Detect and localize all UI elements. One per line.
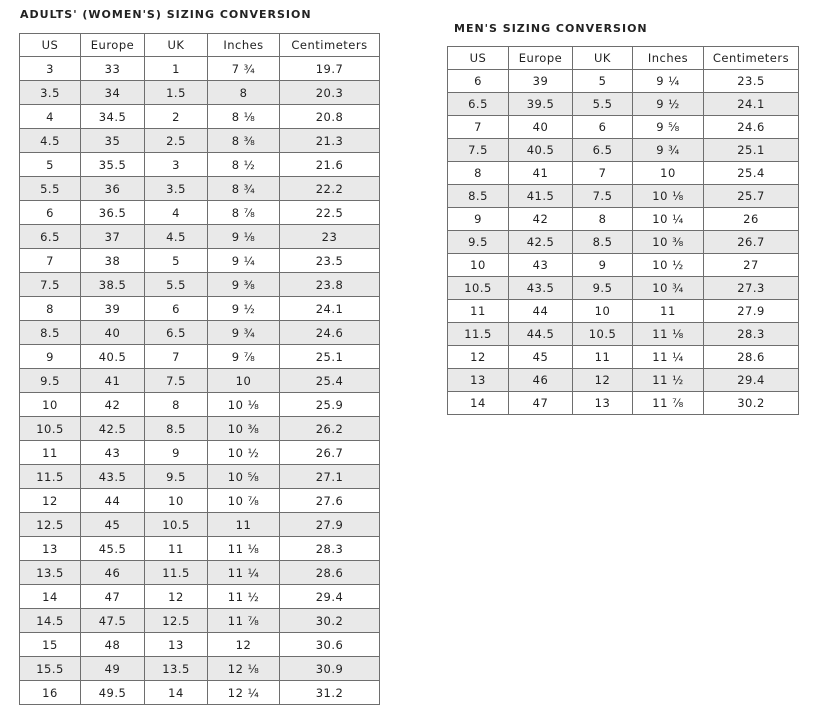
- cell-europe: 44: [509, 300, 573, 323]
- cell-europe: 42: [81, 393, 145, 417]
- cell-us: 8.5: [448, 185, 509, 208]
- cell-uk: 8.5: [145, 417, 208, 441]
- cell-centimeters: 26.2: [280, 417, 380, 441]
- cell-uk: 6.5: [145, 321, 208, 345]
- cell-europe: 37: [81, 225, 145, 249]
- cell-centimeters: 23.5: [280, 249, 380, 273]
- cell-centimeters: 24.6: [704, 116, 799, 139]
- table-row: [20, 417, 380, 441]
- cell-uk: 7: [573, 162, 633, 185]
- cell-us: 10.5: [448, 277, 509, 300]
- cell-uk: 8: [573, 208, 633, 231]
- cell-centimeters: 30.9: [280, 657, 380, 681]
- cell-centimeters: 29.4: [704, 369, 799, 392]
- cell-uk: 8.5: [573, 231, 633, 254]
- column-header-us: US: [448, 47, 509, 70]
- cell-europe: 35.5: [81, 153, 145, 177]
- cell-us: 12: [20, 489, 81, 513]
- cell-centimeters: 21.3: [280, 129, 380, 153]
- table-row: [448, 116, 799, 139]
- table-row: [20, 369, 380, 393]
- cell-europe: 47: [509, 392, 573, 415]
- cell-uk: 9: [573, 254, 633, 277]
- cell-inches: 10 ⅝: [208, 465, 280, 489]
- cell-centimeters: 30.6: [280, 633, 380, 657]
- table-row: [20, 585, 380, 609]
- cell-europe: 34.5: [81, 105, 145, 129]
- cell-us: 6.5: [448, 93, 509, 116]
- cell-inches: 8 ⅜: [208, 129, 280, 153]
- table-row: [448, 277, 799, 300]
- cell-centimeters: 27.1: [280, 465, 380, 489]
- table-row: [448, 231, 799, 254]
- cell-us: 9: [20, 345, 81, 369]
- cell-us: 5: [20, 153, 81, 177]
- cell-uk: 10: [573, 300, 633, 323]
- cell-uk: 10.5: [145, 513, 208, 537]
- table-row: [448, 93, 799, 116]
- mens-sizing-title: MEN'S SIZING CONVERSION: [454, 22, 648, 35]
- cell-uk: 12: [573, 369, 633, 392]
- table-row: [20, 201, 380, 225]
- cell-us: 15.5: [20, 657, 81, 681]
- cell-europe: 46: [509, 369, 573, 392]
- table-row: [20, 489, 380, 513]
- cell-inches: 10 ¼: [633, 208, 704, 231]
- table-row: [20, 249, 380, 273]
- mens-sizing-table: [447, 46, 799, 415]
- table-row: [448, 300, 799, 323]
- cell-centimeters: 25.1: [704, 139, 799, 162]
- column-header-europe: Europe: [81, 34, 145, 57]
- table-row: [20, 465, 380, 489]
- cell-us: 13: [20, 537, 81, 561]
- cell-inches: 9 ¼: [208, 249, 280, 273]
- table-row: [20, 297, 380, 321]
- cell-inches: 9 ⅜: [208, 273, 280, 297]
- cell-inches: 9 ⅛: [208, 225, 280, 249]
- cell-us: 3: [20, 57, 81, 81]
- table-row: [448, 254, 799, 277]
- cell-uk: 1.5: [145, 81, 208, 105]
- table-row: [448, 185, 799, 208]
- cell-inches: 12 ¼: [208, 681, 280, 705]
- cell-uk: 7.5: [145, 369, 208, 393]
- table-header-row: [20, 34, 380, 57]
- cell-europe: 41: [509, 162, 573, 185]
- column-header-inches: Inches: [633, 47, 704, 70]
- table-row: [20, 57, 380, 81]
- cell-inches: 9 ⅞: [208, 345, 280, 369]
- cell-europe: 39: [509, 70, 573, 93]
- cell-us: 10: [448, 254, 509, 277]
- cell-centimeters: 30.2: [704, 392, 799, 415]
- cell-uk: 12.5: [145, 609, 208, 633]
- cell-us: 16: [20, 681, 81, 705]
- cell-inches: 10 ⅞: [208, 489, 280, 513]
- table-row: [448, 392, 799, 415]
- cell-europe: 40.5: [81, 345, 145, 369]
- cell-europe: 33: [81, 57, 145, 81]
- cell-uk: 5: [145, 249, 208, 273]
- cell-uk: 3: [145, 153, 208, 177]
- cell-europe: 44: [81, 489, 145, 513]
- cell-inches: 11 ⅞: [633, 392, 704, 415]
- cell-inches: 9 ⅝: [633, 116, 704, 139]
- cell-inches: 8: [208, 81, 280, 105]
- cell-uk: 13: [145, 633, 208, 657]
- cell-inches: 8 ⅛: [208, 105, 280, 129]
- cell-centimeters: 26.7: [704, 231, 799, 254]
- cell-centimeters: 28.6: [280, 561, 380, 585]
- cell-centimeters: 19.7: [280, 57, 380, 81]
- cell-centimeters: 23.8: [280, 273, 380, 297]
- cell-us: 8.5: [20, 321, 81, 345]
- cell-europe: 36: [81, 177, 145, 201]
- cell-uk: 1: [145, 57, 208, 81]
- cell-centimeters: 25.9: [280, 393, 380, 417]
- cell-inches: 12: [208, 633, 280, 657]
- cell-centimeters: 27.3: [704, 277, 799, 300]
- cell-europe: 42.5: [81, 417, 145, 441]
- cell-europe: 40.5: [509, 139, 573, 162]
- cell-europe: 43.5: [509, 277, 573, 300]
- cell-inches: 11 ⅛: [208, 537, 280, 561]
- cell-inches: 9 ¼: [633, 70, 704, 93]
- cell-inches: 9 ¾: [208, 321, 280, 345]
- table-row: [20, 129, 380, 153]
- column-header-us: US: [20, 34, 81, 57]
- cell-inches: 12 ⅛: [208, 657, 280, 681]
- cell-inches: 10: [633, 162, 704, 185]
- womens-sizing-table: [19, 33, 380, 705]
- cell-europe: 43: [81, 441, 145, 465]
- cell-europe: 45: [81, 513, 145, 537]
- cell-inches: 11 ½: [208, 585, 280, 609]
- cell-europe: 47: [81, 585, 145, 609]
- cell-inches: 10 ⅛: [633, 185, 704, 208]
- cell-uk: 9: [145, 441, 208, 465]
- cell-europe: 49.5: [81, 681, 145, 705]
- cell-us: 14: [448, 392, 509, 415]
- cell-europe: 43.5: [81, 465, 145, 489]
- cell-centimeters: 25.4: [704, 162, 799, 185]
- cell-europe: 35: [81, 129, 145, 153]
- table-row: [20, 657, 380, 681]
- cell-us: 12: [448, 346, 509, 369]
- column-header-uk: UK: [573, 47, 633, 70]
- cell-centimeters: 26.7: [280, 441, 380, 465]
- cell-centimeters: 27.9: [280, 513, 380, 537]
- column-header-centimeters: Centimeters: [280, 34, 380, 57]
- cell-us: 7: [20, 249, 81, 273]
- cell-us: 14.5: [20, 609, 81, 633]
- cell-us: 9.5: [20, 369, 81, 393]
- cell-centimeters: 22.2: [280, 177, 380, 201]
- cell-uk: 4.5: [145, 225, 208, 249]
- cell-centimeters: 28.3: [704, 323, 799, 346]
- table-row: [20, 321, 380, 345]
- cell-uk: 9.5: [145, 465, 208, 489]
- cell-centimeters: 23.5: [704, 70, 799, 93]
- cell-uk: 7: [145, 345, 208, 369]
- cell-us: 11.5: [448, 323, 509, 346]
- table-row: [448, 162, 799, 185]
- cell-uk: 5: [573, 70, 633, 93]
- cell-centimeters: 21.6: [280, 153, 380, 177]
- cell-inches: 8 ½: [208, 153, 280, 177]
- cell-europe: 49: [81, 657, 145, 681]
- cell-europe: 45: [509, 346, 573, 369]
- cell-us: 7: [448, 116, 509, 139]
- cell-uk: 5.5: [145, 273, 208, 297]
- cell-us: 9.5: [448, 231, 509, 254]
- cell-europe: 40: [509, 116, 573, 139]
- table-row: [20, 105, 380, 129]
- cell-centimeters: 28.3: [280, 537, 380, 561]
- cell-europe: 40: [81, 321, 145, 345]
- table-row: [20, 609, 380, 633]
- cell-uk: 2.5: [145, 129, 208, 153]
- cell-centimeters: 20.3: [280, 81, 380, 105]
- cell-inches: 11 ¼: [208, 561, 280, 585]
- cell-uk: 10: [145, 489, 208, 513]
- table-row: [448, 323, 799, 346]
- cell-us: 4.5: [20, 129, 81, 153]
- cell-inches: 10 ¾: [633, 277, 704, 300]
- cell-inches: 11 ¼: [633, 346, 704, 369]
- table-row: [20, 153, 380, 177]
- cell-inches: 11 ½: [633, 369, 704, 392]
- cell-us: 9: [448, 208, 509, 231]
- cell-us: 10.5: [20, 417, 81, 441]
- cell-europe: 41: [81, 369, 145, 393]
- cell-inches: 10 ½: [208, 441, 280, 465]
- table-row: [20, 225, 380, 249]
- cell-inches: 10 ⅜: [208, 417, 280, 441]
- column-header-centimeters: Centimeters: [704, 47, 799, 70]
- cell-us: 10: [20, 393, 81, 417]
- table-row: [448, 208, 799, 231]
- cell-uk: 6.5: [573, 139, 633, 162]
- cell-europe: 44.5: [509, 323, 573, 346]
- column-header-uk: UK: [145, 34, 208, 57]
- womens-sizing-title: ADULTS' (WOMEN'S) SIZING CONVERSION: [20, 8, 312, 21]
- cell-europe: 41.5: [509, 185, 573, 208]
- cell-uk: 5.5: [573, 93, 633, 116]
- cell-uk: 11: [573, 346, 633, 369]
- cell-europe: 42.5: [509, 231, 573, 254]
- cell-us: 3.5: [20, 81, 81, 105]
- table-row: [20, 177, 380, 201]
- table-row: [20, 561, 380, 585]
- cell-europe: 43: [509, 254, 573, 277]
- cell-uk: 10.5: [573, 323, 633, 346]
- cell-us: 6: [448, 70, 509, 93]
- cell-us: 11: [20, 441, 81, 465]
- table-row: [448, 139, 799, 162]
- cell-us: 13: [448, 369, 509, 392]
- cell-inches: 9 ¾: [633, 139, 704, 162]
- cell-us: 14: [20, 585, 81, 609]
- cell-europe: 45.5: [81, 537, 145, 561]
- cell-europe: 39.5: [509, 93, 573, 116]
- cell-europe: 34: [81, 81, 145, 105]
- cell-us: 7.5: [20, 273, 81, 297]
- cell-uk: 14: [145, 681, 208, 705]
- column-header-europe: Europe: [509, 47, 573, 70]
- cell-centimeters: 30.2: [280, 609, 380, 633]
- cell-centimeters: 25.7: [704, 185, 799, 208]
- cell-europe: 42: [509, 208, 573, 231]
- cell-uk: 2: [145, 105, 208, 129]
- table-row: [20, 393, 380, 417]
- cell-uk: 13: [573, 392, 633, 415]
- cell-centimeters: 28.6: [704, 346, 799, 369]
- table-row: [20, 537, 380, 561]
- table-row: [448, 346, 799, 369]
- cell-inches: 8 ⅞: [208, 201, 280, 225]
- cell-europe: 46: [81, 561, 145, 585]
- cell-centimeters: 31.2: [280, 681, 380, 705]
- cell-europe: 48: [81, 633, 145, 657]
- cell-inches: 10: [208, 369, 280, 393]
- cell-us: 11.5: [20, 465, 81, 489]
- table-row: [20, 345, 380, 369]
- cell-inches: 10 ½: [633, 254, 704, 277]
- cell-inches: 11: [208, 513, 280, 537]
- table-row: [20, 633, 380, 657]
- cell-centimeters: 29.4: [280, 585, 380, 609]
- cell-centimeters: 24.6: [280, 321, 380, 345]
- cell-centimeters: 27: [704, 254, 799, 277]
- cell-inches: 8 ¾: [208, 177, 280, 201]
- cell-us: 11: [448, 300, 509, 323]
- cell-centimeters: 27.9: [704, 300, 799, 323]
- cell-inches: 9 ½: [633, 93, 704, 116]
- cell-centimeters: 22.5: [280, 201, 380, 225]
- cell-inches: 7 ¾: [208, 57, 280, 81]
- cell-us: 15: [20, 633, 81, 657]
- cell-inches: 11: [633, 300, 704, 323]
- cell-uk: 4: [145, 201, 208, 225]
- cell-centimeters: 24.1: [280, 297, 380, 321]
- cell-uk: 7.5: [573, 185, 633, 208]
- cell-inches: 9 ½: [208, 297, 280, 321]
- cell-europe: 36.5: [81, 201, 145, 225]
- cell-centimeters: 26: [704, 208, 799, 231]
- cell-us: 6: [20, 201, 81, 225]
- cell-us: 12.5: [20, 513, 81, 537]
- cell-us: 8: [20, 297, 81, 321]
- cell-inches: 10 ⅛: [208, 393, 280, 417]
- table-row: [20, 81, 380, 105]
- table-row: [20, 681, 380, 705]
- table-row: [20, 273, 380, 297]
- cell-europe: 47.5: [81, 609, 145, 633]
- cell-uk: 9.5: [573, 277, 633, 300]
- cell-uk: 11: [145, 537, 208, 561]
- cell-centimeters: 27.6: [280, 489, 380, 513]
- cell-uk: 6: [145, 297, 208, 321]
- cell-uk: 13.5: [145, 657, 208, 681]
- cell-us: 8: [448, 162, 509, 185]
- cell-inches: 11 ⅞: [208, 609, 280, 633]
- table-row: [20, 513, 380, 537]
- cell-europe: 38: [81, 249, 145, 273]
- cell-us: 13.5: [20, 561, 81, 585]
- cell-us: 4: [20, 105, 81, 129]
- cell-uk: 8: [145, 393, 208, 417]
- table-row: [448, 70, 799, 93]
- table-row: [20, 441, 380, 465]
- cell-us: 7.5: [448, 139, 509, 162]
- cell-centimeters: 23: [280, 225, 380, 249]
- table-header-row: [448, 47, 799, 70]
- cell-inches: 11 ⅛: [633, 323, 704, 346]
- cell-europe: 38.5: [81, 273, 145, 297]
- cell-uk: 12: [145, 585, 208, 609]
- cell-europe: 39: [81, 297, 145, 321]
- cell-centimeters: 24.1: [704, 93, 799, 116]
- cell-uk: 6: [573, 116, 633, 139]
- cell-us: 5.5: [20, 177, 81, 201]
- cell-inches: 10 ⅜: [633, 231, 704, 254]
- cell-centimeters: 25.1: [280, 345, 380, 369]
- table-row: [448, 369, 799, 392]
- cell-us: 6.5: [20, 225, 81, 249]
- cell-centimeters: 25.4: [280, 369, 380, 393]
- column-header-inches: Inches: [208, 34, 280, 57]
- cell-uk: 11.5: [145, 561, 208, 585]
- cell-uk: 3.5: [145, 177, 208, 201]
- cell-centimeters: 20.8: [280, 105, 380, 129]
